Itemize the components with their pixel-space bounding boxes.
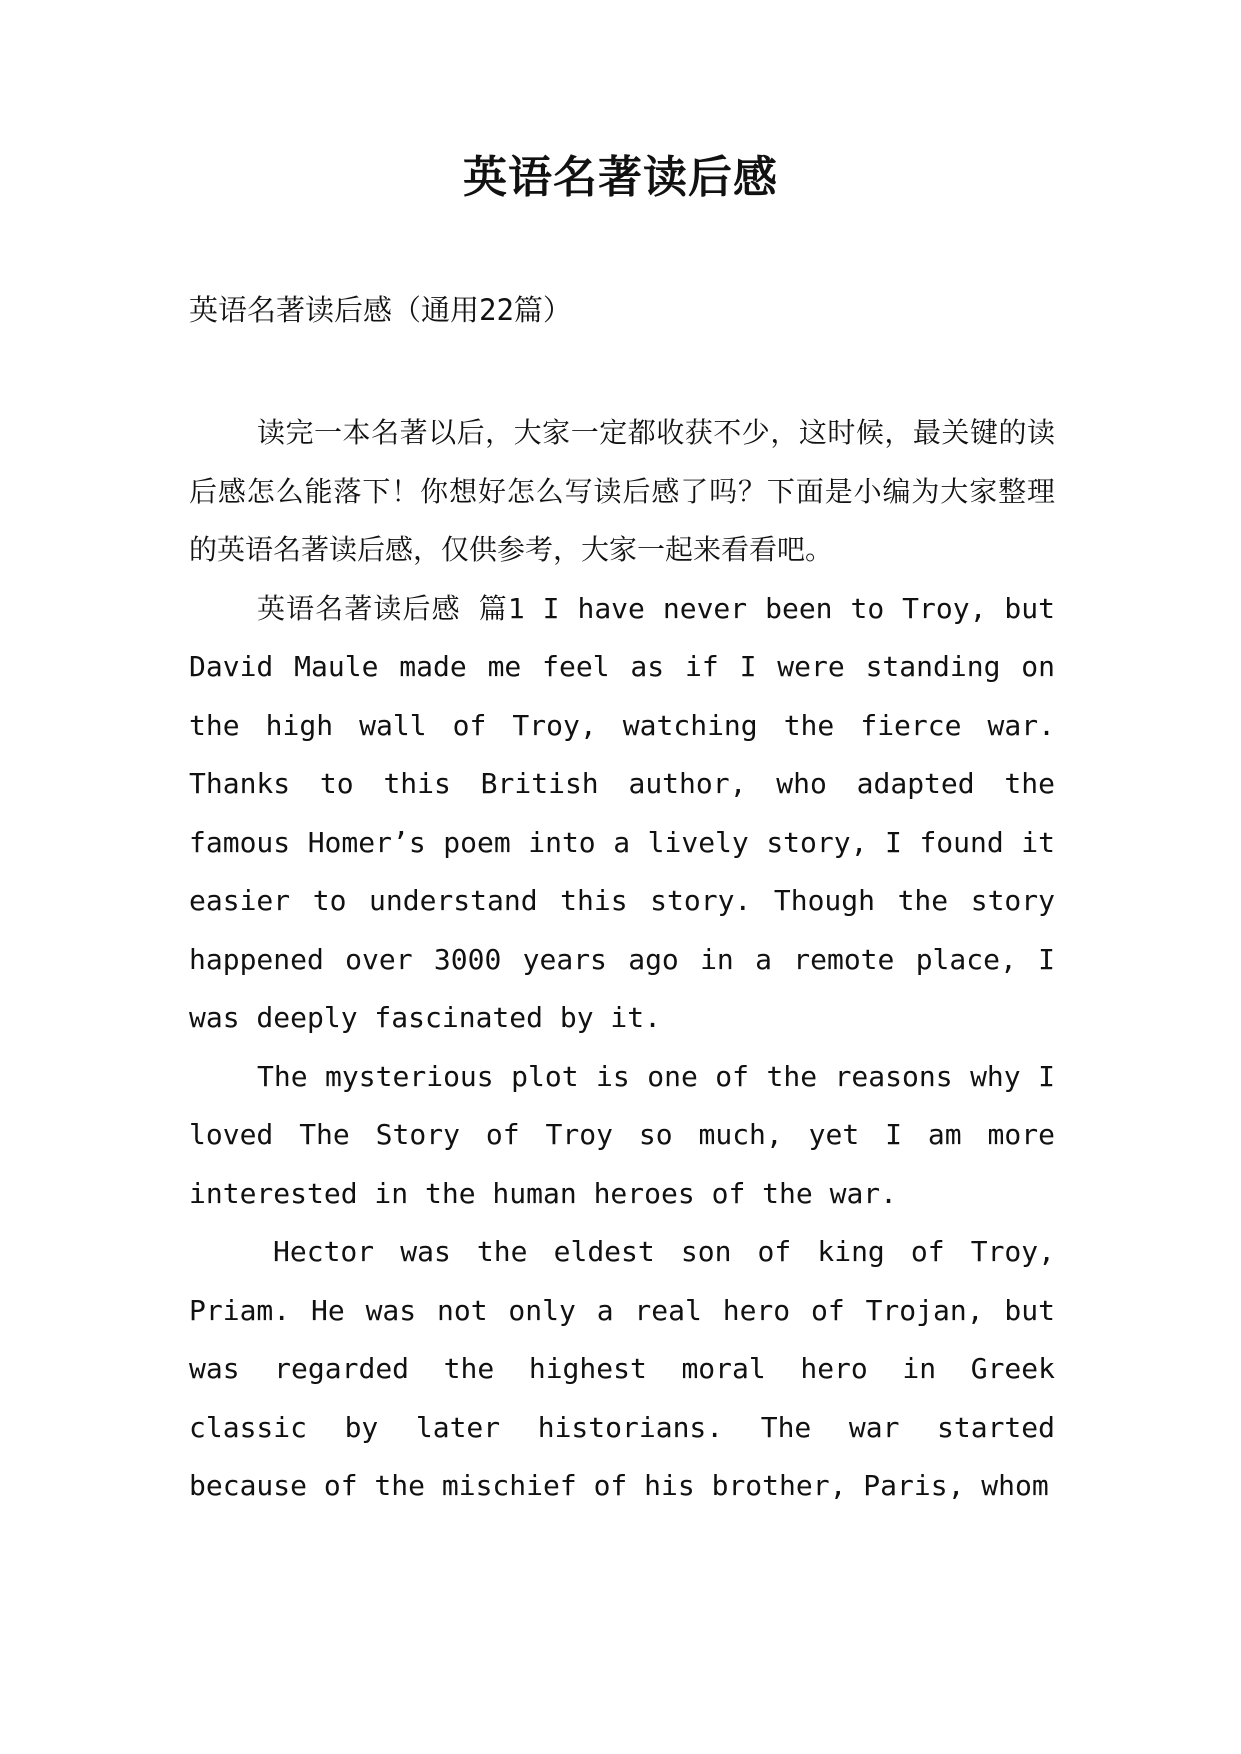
document-body: [189, 404, 1055, 1516]
essay-paragraph: Hector was the eldest son of king of Troy, Priam. He was not only a real hero of Trojan, but was regarded the highest moral hero in Greek classic by later historians. The war started because of the mischief of his brother, Paris, whom: [189, 1235, 1055, 1502]
intro-paragraph: 读完一本名著以后，大家一定都收获不少，这时候，最关键的读后感怎么能落下！你想好怎么写读后感了吗？下面是小编为大家整理的英语名著读后感，仅供参考，大家一起来看看吧。: [189, 416, 1055, 566]
essay-paragraph: The mysterious plot is one of the reasons why I loved The Story of Troy so much, yet I am more interested in the human heroes of the war.: [189, 1059, 1055, 1210]
document-subtitle: 英语名著读后感（通用22篇）: [189, 293, 572, 327]
essay-paragraph: 英语名著读后感 篇1 I have never been to Troy, but David Maule made me feel as if I were standing on the high wall of Troy, watching the fierce war. Thanks to this British author, who adapted the famous Homer’s poem into a lively story, I found it easier to understand this story. Though the story happened over 3000 years ago in a remote place, I was deeply fascinated by it.: [189, 591, 1055, 1034]
document-title: 英语名著读后感: [463, 152, 778, 203]
